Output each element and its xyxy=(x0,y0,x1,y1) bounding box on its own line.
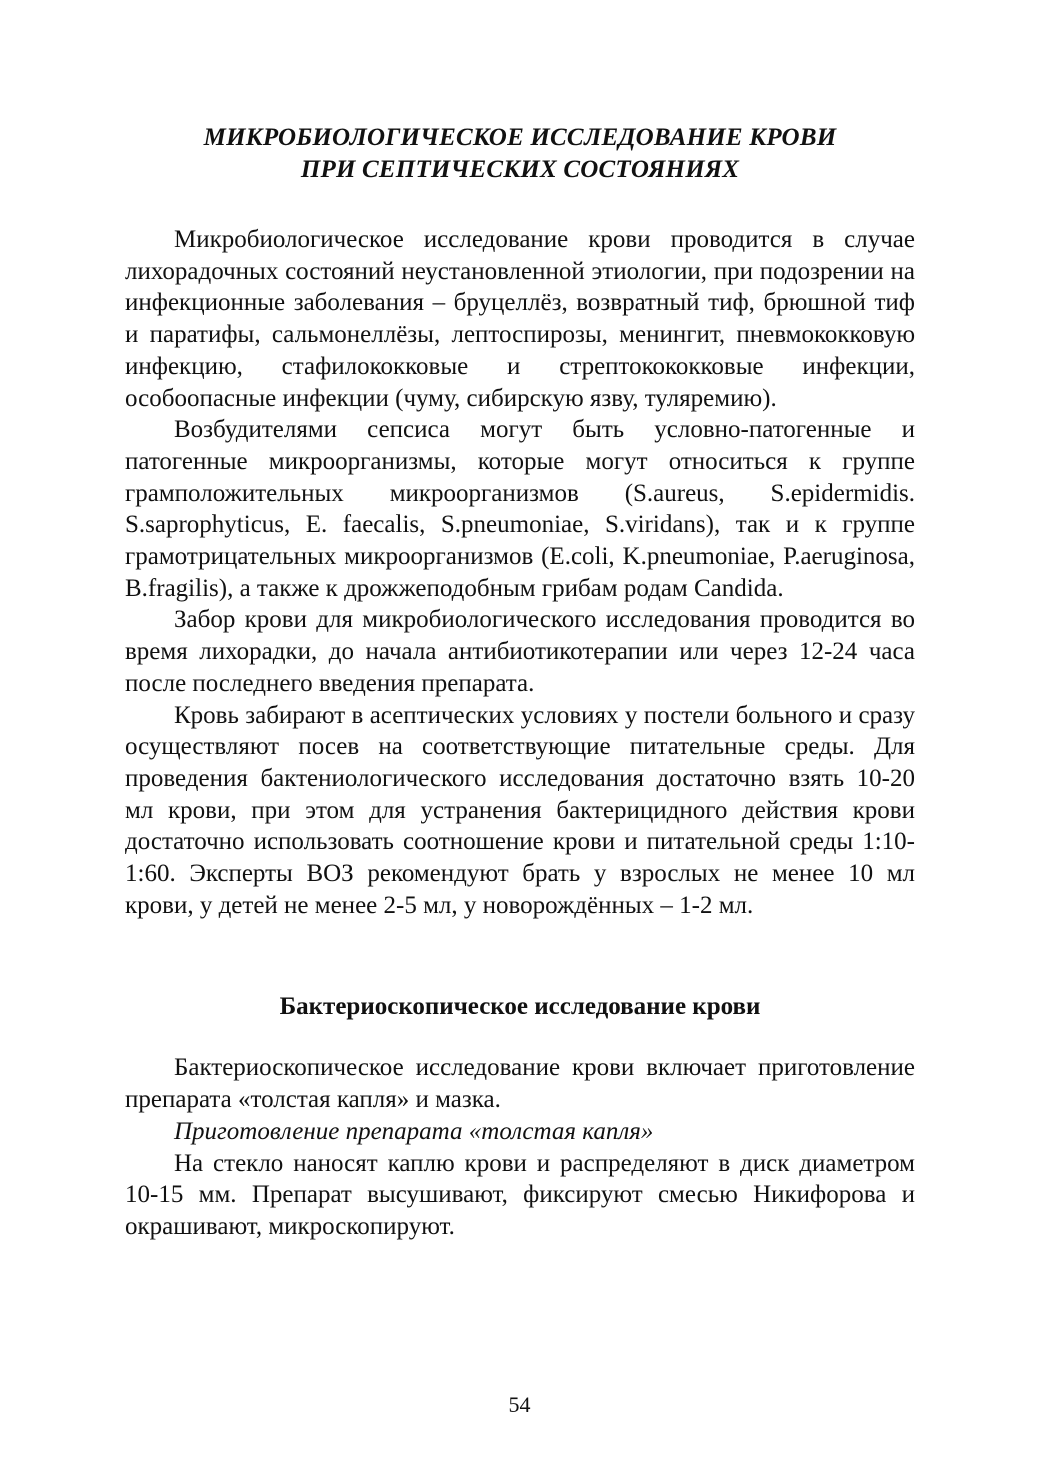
paragraph-sampling-time: Забор крови для микробиологического исследования проводится во время лихорадки, до начала антибиотикотерапии или через 12-24 часа после последнего введения препарата. xyxy=(125,606,915,697)
italic-subheading: Приготовление препарата «толстая капля» xyxy=(174,1117,654,1145)
paragraph-pathogens: Возбудителями сепсиса могут быть условно-патогенные и патогенные микроорганизмы, которые могут относиться к группе грамположительных микроорганизмов (S.aureus, S.epidermidis. S.saprophyticus, E. faecalis, S.pneumoniae, S.viridans), так и к группе грамотрицательных микроорганизмов (E.coli, K.pneumoniae, P.aeruginosa, B.fragilis), а также к дрожжеподобным грибам родам Candida. xyxy=(125,416,915,602)
paragraph-bacterioscopy-intro: Бактериоскопическое исследование крови включает приготовление препарата «толстая капля» и мазка. xyxy=(125,1054,915,1114)
paragraph-thick-drop: На стекло наносят каплю крови и распределяют в диск диаметром 10-15 мм. Препарат высушивают, фиксируют смесью Никифорова и окрашивают, микроскопируют. xyxy=(125,1149,915,1240)
document-title xyxy=(125,122,915,186)
paragraph-sampling-procedure: Кровь забирают в асептических условиях у постели больного и сразу осуществляют посев на соответствующие питательные среды. Для проведения бактениологического исследования достаточно взять 10-20 мл крови, при этом для устранения бактерицидного действия крови достаточно использовать соотношение крови и питательной среды 1:10-1:60. Эксперты ВОЗ рекомендуют брать у взрослых не менее 10 мл крови, у детей не менее 2-5 мл, у новорождённых – 1-2 мл. xyxy=(125,701,915,919)
paragraph-indications: Микробиологическое исследование крови проводится в случае лихорадочных состояний неустановленной этиологии, при подозрении на инфекционные заболевания – бруцеллёз, возвратный тиф, брюшной тиф и паратифы, сальмонеллёзы, лептоспирозы, менингит, пневмококковую инфекцию, стафилококковые и стрептокококковые инфекции, особоопасные инфекции (чуму, сибирскую язву, туляремию). xyxy=(125,226,915,412)
page-number: 54 xyxy=(508,1392,531,1417)
section-heading: Бактериоскопическое исследование крови xyxy=(279,993,761,1021)
title-line-1: МИКРОБИОЛОГИЧЕСКОЕ ИССЛЕДОВАНИЕ КРОВИ xyxy=(203,124,837,151)
title-line-2: ПРИ СЕПТИЧЕСКИХ СОСТОЯНИЯХ xyxy=(300,156,740,183)
page-content xyxy=(125,122,915,1243)
